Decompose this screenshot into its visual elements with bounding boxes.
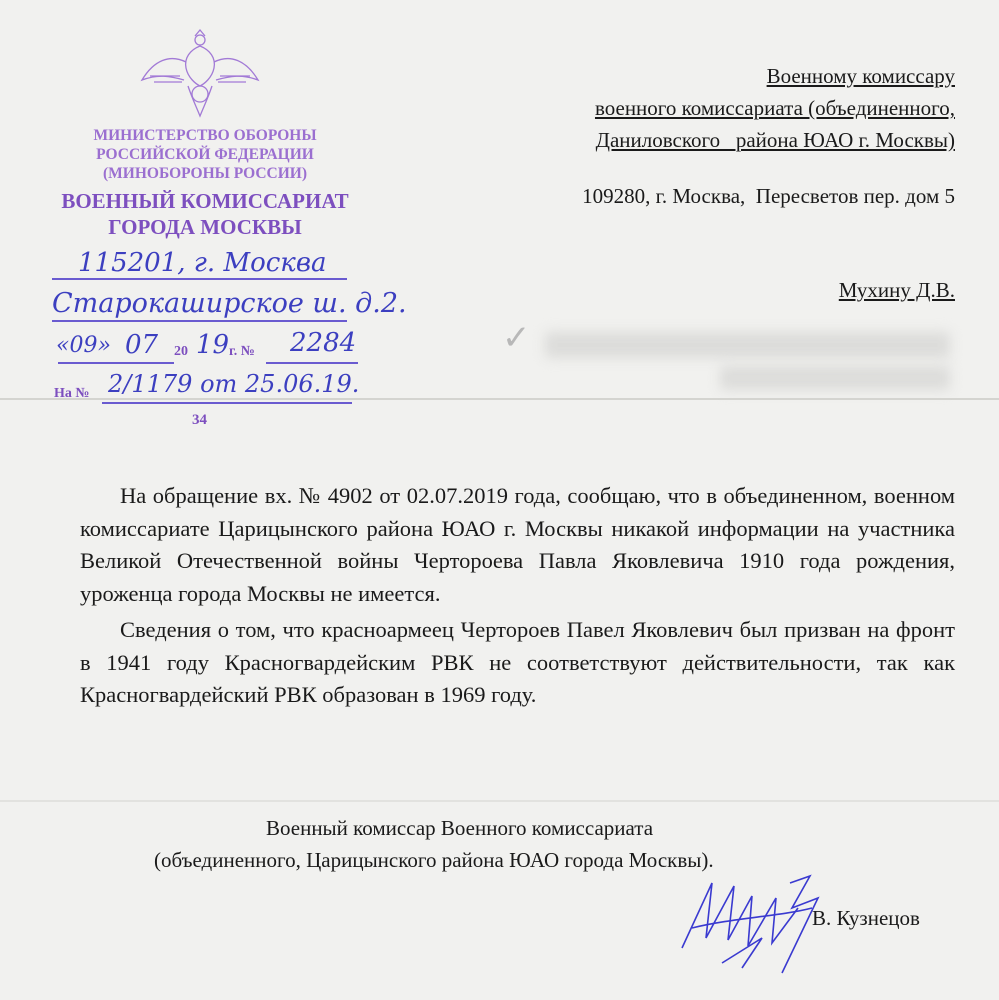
date-month: 07: [125, 330, 159, 360]
underline: [52, 320, 347, 322]
handwritten-street: Старокаширское ш. д.2.: [52, 288, 407, 319]
double-headed-eagle-icon: [140, 28, 260, 118]
check-mark-icon: ✓: [502, 318, 531, 358]
stamp-ministry-line: (МИНОБОРОНЫ РОССИИ): [102, 165, 308, 182]
redacted-address-line: [545, 332, 950, 358]
signature-scribble-icon: [672, 868, 822, 978]
redacted-address-line: [720, 366, 950, 390]
date-number-label: г. №: [229, 344, 255, 359]
addressee-line: военного комиссариата (объединенного,: [594, 96, 955, 120]
date-year-prefix: 20: [174, 344, 188, 359]
paper-fold-line: [0, 800, 999, 802]
addressee-address: 109280, г. Москва, Пересветов пер. дом 5: [582, 184, 955, 208]
addressee-line: Даниловского района ЮАО г. Москвы): [595, 128, 955, 152]
signatory-title: Военный комиссар Военного комиссариата: [266, 816, 654, 840]
addressee-line: Военному комиссару: [766, 64, 955, 88]
stamp-ministry-line: МИНИСТЕРСТВО ОБОРОНЫ: [93, 127, 317, 144]
body-paragraph: Сведения о том, что красноармеец Черторoев Павел Яковлевич был призван на фронт в 1941 году Красногвардейским РВК не соответствуют действительности, так как Красногвардейский РВК образован в 1969 году.: [80, 617, 955, 707]
outgoing-number: 2284: [290, 328, 357, 358]
underline: [102, 402, 352, 404]
in-reply-value: 2/1179 от 25.06.19.: [108, 370, 360, 398]
date-year-suffix: 19: [196, 330, 230, 360]
in-reply-label: На №: [54, 386, 90, 401]
stamp-commissariat-line: ВОЕННЫЙ КОМИССАРИАТ: [61, 189, 349, 213]
body-paragraph: На обращение вх. № 4902 от 02.07.2019 года, сообщаю, что в объединенном, военном комиссариате Царицынского района ЮАО г. Москвы никакой информации на участника Великой Отечественной войны Черторoева Павла Яковлевича 1910 года рождения, уроженца города Москвы не имеется.: [80, 483, 955, 606]
paper-fold-line: [0, 398, 999, 400]
signatory-name: В. Кузнецов: [812, 906, 920, 930]
stamp-ministry-line: РОССИЙСКОЙ ФЕДЕРАЦИИ: [96, 146, 314, 163]
underline: [266, 362, 358, 364]
handwritten-postcode-city: 115201, г. Москва: [78, 248, 327, 278]
underline: [108, 362, 174, 364]
page-number: 34: [192, 412, 207, 428]
signatory-title: (объединенного, Царицынского района ЮАО города Москвы).: [154, 848, 714, 872]
underline: [52, 278, 347, 280]
recipient-name: Мухину Д.В.: [838, 278, 955, 302]
underline: [58, 362, 108, 364]
date-day: «09»: [56, 333, 111, 358]
stamp-commissariat-line: ГОРОДА МОСКВЫ: [108, 215, 302, 239]
